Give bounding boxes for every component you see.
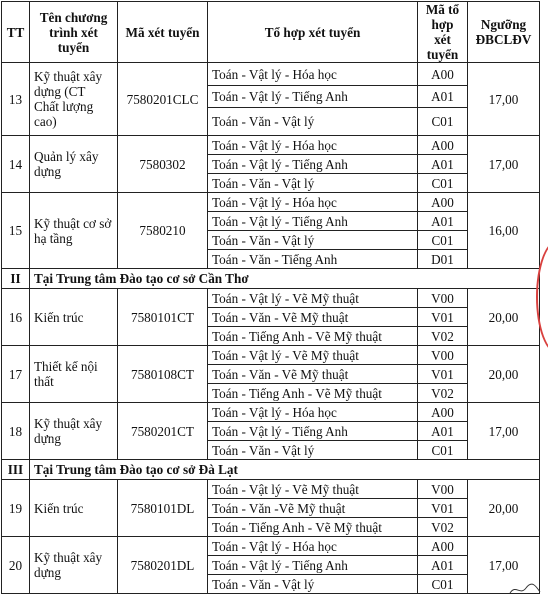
combo-subjects: Toán - Vật lý - Tiếng Anh <box>208 86 418 108</box>
header-code: Mã xét tuyển <box>118 2 208 63</box>
row-tt: 14 <box>2 136 30 193</box>
table-body <box>2 63 540 594</box>
combo-code: D01 <box>418 250 468 269</box>
program-name: Kỹ thuật xây dựng (CT Chất lượng cao) <box>30 63 118 136</box>
header-threshold: Ngưỡng ĐBCLĐV <box>468 2 540 63</box>
program-code: 7580101DL <box>118 480 208 537</box>
combo-code: C01 <box>418 441 468 460</box>
threshold-value: 17,00 <box>468 403 540 460</box>
table-row <box>2 480 540 499</box>
row-tt: 18 <box>2 403 30 460</box>
combo-subjects: Toán - Văn - Vật lý <box>208 441 418 460</box>
combo-code: C01 <box>418 231 468 250</box>
combo-code: V01 <box>418 499 468 518</box>
combo-subjects: Toán - Văn - Vật lý <box>208 174 418 193</box>
program-name: Quản lý xây dựng <box>30 136 118 193</box>
combo-subjects: Toán - Vật lý - Vẽ Mỹ thuật <box>208 480 418 499</box>
combo-subjects: Toán - Vật lý - Hóa học <box>208 136 418 155</box>
combo-code: V00 <box>418 346 468 365</box>
combo-code: A01 <box>418 556 468 575</box>
combo-subjects: Toán - Vật lý - Hóa học <box>208 537 418 556</box>
combo-code: A00 <box>418 63 468 86</box>
header-combo: Tổ hợp xét tuyển <box>208 2 418 63</box>
section-number: II <box>2 269 30 289</box>
row-tt: 15 <box>2 193 30 269</box>
section-number: III <box>2 460 30 480</box>
combo-subjects: Toán - Tiếng Anh - Vẽ Mỹ thuật <box>208 327 418 346</box>
combo-subjects: Toán - Vật lý - Tiếng Anh <box>208 556 418 575</box>
combo-code: A00 <box>418 403 468 422</box>
program-name: Kiến trúc <box>30 289 118 346</box>
table-row <box>2 289 540 308</box>
combo-subjects: Toán - Vật lý - Vẽ Mỹ thuật <box>208 346 418 365</box>
combo-code: V02 <box>418 384 468 403</box>
combo-code: C01 <box>418 575 468 594</box>
threshold-value: 16,00 <box>468 193 540 269</box>
table-row <box>2 136 540 155</box>
combo-code: A00 <box>418 193 468 212</box>
combo-code: V00 <box>418 289 468 308</box>
combo-subjects: Toán - Vật lý - Tiếng Anh <box>208 212 418 231</box>
program-code: 7580201CLC <box>118 63 208 136</box>
stamp-ring <box>536 240 548 350</box>
combo-subjects: Toán - Văn - Tiếng Anh <box>208 250 418 269</box>
program-code: 7580201CT <box>118 403 208 460</box>
program-name: Kỹ thuật xây dựng <box>30 537 118 594</box>
stamp-fragment <box>536 240 548 350</box>
combo-code: A01 <box>418 86 468 108</box>
combo-code: C01 <box>418 108 468 136</box>
combo-code: V00 <box>418 480 468 499</box>
threshold-value: 20,00 <box>468 480 540 537</box>
header-tt: TT <box>2 2 30 63</box>
combo-subjects: Toán - Văn - Vật lý <box>208 575 418 594</box>
program-name: Kỹ thuật cơ sở hạ tầng <box>30 193 118 269</box>
admission-table <box>1 1 540 594</box>
combo-subjects: Toán - Văn - Vật lý <box>208 108 418 136</box>
threshold-value: 17,00 <box>468 136 540 193</box>
section-row <box>2 269 540 289</box>
threshold-value: 17,00 <box>468 63 540 136</box>
combo-code: V02 <box>418 518 468 537</box>
threshold-value: 17,00 <box>468 537 540 594</box>
combo-subjects: Toán - Vật lý - Tiếng Anh <box>208 155 418 174</box>
combo-subjects: Toán - Vật lý - Vẽ Mỹ thuật <box>208 289 418 308</box>
combo-subjects: Toán - Vật lý - Tiếng Anh <box>208 422 418 441</box>
program-code: 7580302 <box>118 136 208 193</box>
combo-subjects: Toán - Văn -Vẽ Mỹ thuật <box>208 499 418 518</box>
section-title: Tại Trung tâm Đào tạo cơ sở Đà Lạt <box>30 460 540 480</box>
row-tt: 16 <box>2 289 30 346</box>
table-row <box>2 193 540 212</box>
combo-subjects: Toán - Vật lý - Hóa học <box>208 63 418 86</box>
table-row <box>2 63 540 86</box>
header-combo-code: Mã tổ hợp xét tuyển <box>418 2 468 63</box>
threshold-value: 20,00 <box>468 346 540 403</box>
combo-code: V01 <box>418 365 468 384</box>
row-tt: 17 <box>2 346 30 403</box>
combo-subjects: Toán - Tiếng Anh - Vẽ Mỹ thuật <box>208 384 418 403</box>
row-tt: 19 <box>2 480 30 537</box>
combo-code: A00 <box>418 136 468 155</box>
combo-code: A00 <box>418 537 468 556</box>
program-code: 7580108CT <box>118 346 208 403</box>
header-program: Tên chương trình xét tuyển <box>30 2 118 63</box>
section-title: Tại Trung tâm Đào tạo cơ sở Cần Thơ <box>30 269 540 289</box>
program-name: Kiến trúc <box>30 480 118 537</box>
program-code: 7580201DL <box>118 537 208 594</box>
combo-subjects: Toán - Văn - Vật lý <box>208 231 418 250</box>
row-tt: 20 <box>2 537 30 594</box>
combo-code: A01 <box>418 422 468 441</box>
combo-code: V01 <box>418 308 468 327</box>
combo-subjects: Toán - Văn - Vẽ Mỹ thuật <box>208 365 418 384</box>
program-code: 7580210 <box>118 193 208 269</box>
program-name: Kỹ thuật xây dựng <box>30 403 118 460</box>
threshold-value: 20,00 <box>468 289 540 346</box>
table-row <box>2 403 540 422</box>
combo-code: V02 <box>418 327 468 346</box>
combo-code: C01 <box>418 174 468 193</box>
combo-subjects: Toán - Tiếng Anh - Vẽ Mỹ thuật <box>208 518 418 537</box>
row-tt: 13 <box>2 63 30 136</box>
program-name: Thiết kế nội thất <box>30 346 118 403</box>
signature-mark <box>508 582 542 596</box>
combo-subjects: Toán - Văn - Vẽ Mỹ thuật <box>208 308 418 327</box>
combo-code: A01 <box>418 212 468 231</box>
table-header-row <box>2 2 540 63</box>
combo-subjects: Toán - Vật lý - Hóa học <box>208 193 418 212</box>
table-row <box>2 537 540 556</box>
section-row <box>2 460 540 480</box>
combo-subjects: Toán - Vật lý - Hóa học <box>208 403 418 422</box>
combo-code: A01 <box>418 155 468 174</box>
program-code: 7580101CT <box>118 289 208 346</box>
table-row <box>2 346 540 365</box>
